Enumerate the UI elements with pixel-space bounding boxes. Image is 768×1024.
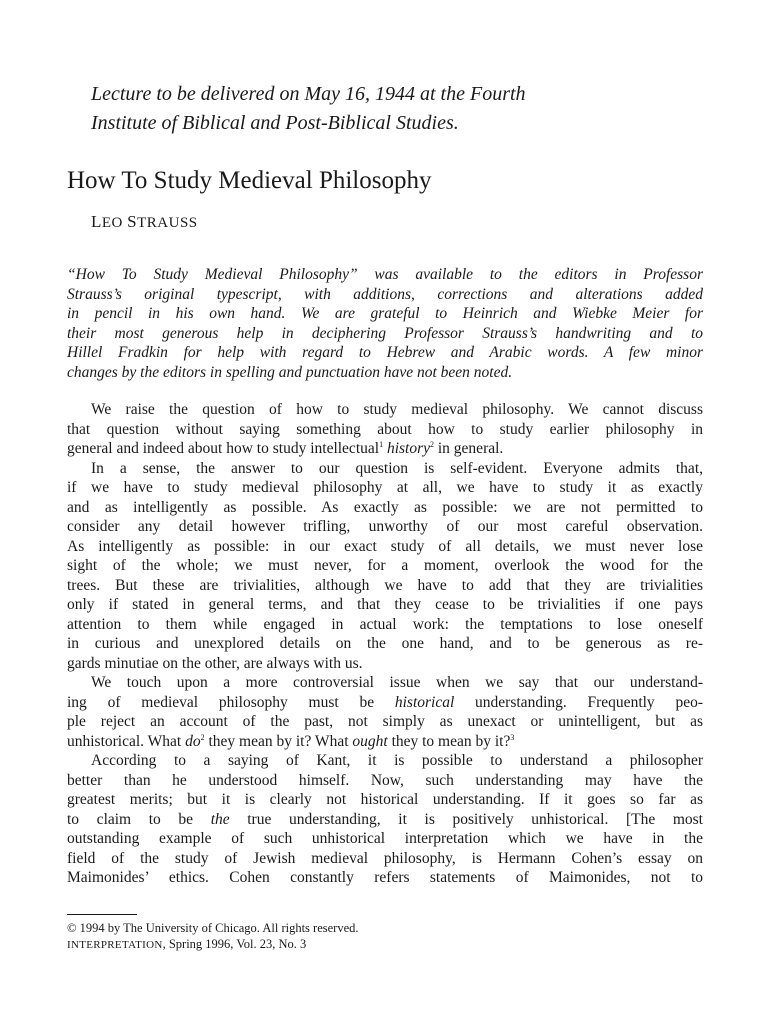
author-initial: L <box>91 212 102 231</box>
body-line: According to a saying of Kant, it is possible to understand a philosopher <box>91 752 703 769</box>
footnote-marker[interactable]: 1 <box>379 439 384 449</box>
body-text: general and indeed about how to study intellectual <box>67 440 380 457</box>
body-line: field of the study of Jewish medieval philosophy, is Hermann Cohen’s essay on <box>67 849 703 867</box>
journal-citation <box>67 936 359 953</box>
editor-note-line: “How To Study Medieval Philosophy” was available to the editors in Professor <box>67 266 703 283</box>
author-initial: S <box>127 212 138 231</box>
lecture-note <box>91 80 731 138</box>
emphasis: historical <box>394 693 455 711</box>
footnote-rule <box>67 914 137 915</box>
body-line: We raise the question of how to study medieval philosophy. We cannot discuss <box>91 401 703 418</box>
body-text: they mean by it? What <box>204 732 353 750</box>
body-line: Maimonides’ ethics. Cohen constantly refers statements of Maimonides, not to <box>67 869 703 886</box>
author-name-part: EO <box>101 215 123 231</box>
lecture-note-line: Lecture to be delivered on May 16, 1944 at the Fourth <box>91 83 526 105</box>
body-line: in curious and unexplored details on the one hand, and to be generous as re- <box>67 635 703 652</box>
body-line: outstanding example of such unhistorical interpretation which we have in the <box>67 830 703 847</box>
body-text: to claim to be <box>67 810 211 828</box>
body-line: that question without saying something about how to study earlier philosophy in <box>67 420 703 438</box>
body-text: ing of medieval philosophy must be <box>67 693 395 711</box>
body-text: they to mean by it? <box>387 732 511 750</box>
body-line <box>67 693 703 713</box>
article-title: How To Study Medieval Philosophy <box>67 167 432 194</box>
journal-issue: , Spring 1996, Vol. 23, No. 3 <box>162 937 307 951</box>
emphasis: ought <box>352 732 388 750</box>
body-line: gards minutiae on the other, are always with us. <box>67 654 363 672</box>
body-line: trees. But these are trivialities, although we have to add that they are trivialities <box>67 576 703 594</box>
body-text: unhistorical. What <box>67 732 186 750</box>
body-line: As intelligently as possible: in our exact study of all details, we must never lose <box>67 537 703 555</box>
emphasis: the <box>210 810 230 828</box>
body-line: ple reject an account of the past, not simply as unexact or unintelligent, but as <box>67 713 703 730</box>
editor-note-line: in pencil in his own hand. We are grateful to Heinrich and Wiebke Meier for <box>67 305 703 323</box>
footnote-marker[interactable]: 2 <box>200 732 205 742</box>
body-line: sight of the whole; we must never, for a moment, overlook the wood for the <box>67 557 703 574</box>
body-line: In a sense, the answer to our question is self-evident. Everyone admits that, <box>91 459 703 477</box>
body-line <box>67 810 703 830</box>
body-line: better than he understood himself. Now, such understanding may have the <box>67 771 703 789</box>
editor-note-line: changes by the editors in spelling and punctuation have not been noted. <box>67 363 513 381</box>
editor-note-line: Hillel Fradkin for help with regard to Hebrew and Arabic words. A few minor <box>67 344 703 362</box>
article-author <box>91 212 198 232</box>
body-line: We touch upon a more controversial issue when we say that our understand- <box>91 674 703 691</box>
body-line: and as intelligently as possible. As exactly as possible: we are not permitted to <box>67 498 703 516</box>
body-line: only if stated in general terms, and that they cease to be trivialities if one pays <box>67 596 703 613</box>
journal-name: INTERPRETATION <box>67 939 163 951</box>
emphasis: do <box>185 732 201 750</box>
body-line: greatest merits; but it is clearly not historical understanding. If it goes so far as <box>67 791 703 808</box>
author-name-part: TRAUSS <box>137 215 198 231</box>
body-text: true understanding, it is positively unhistorical. [The most <box>229 810 703 828</box>
editor-note-line: Strauss’s original typescript, with additions, corrections and alterations added <box>67 285 703 303</box>
editor-note <box>67 265 703 383</box>
body-line: attention to them while engaged in actual work: the temptations to lose oneself <box>67 615 703 633</box>
editor-note-line: their most generous help in deciphering Professor Strauss’s handwriting and to <box>67 324 703 342</box>
emphasis: history <box>386 440 430 457</box>
body-line <box>67 732 703 752</box>
lecture-note-line: Institute of Biblical and Post-Biblical Studies. <box>91 112 459 134</box>
footnote-marker[interactable]: 3 <box>510 732 515 742</box>
page-footer <box>67 920 359 953</box>
article-body <box>67 400 703 888</box>
copyright-notice: © 1994 by The University of Chicago. All rights reserved. <box>67 921 359 935</box>
body-line <box>67 439 703 459</box>
body-line: if we have to study medieval philosophy at all, we have to study it as exactly <box>67 479 703 496</box>
body-text: understanding. Frequently peo- <box>454 693 703 711</box>
footnote-marker[interactable]: 2 <box>430 439 434 449</box>
body-text: in general. <box>434 440 504 457</box>
body-line: consider any detail however trifling, unworthy of our most careful observation. <box>67 518 703 535</box>
